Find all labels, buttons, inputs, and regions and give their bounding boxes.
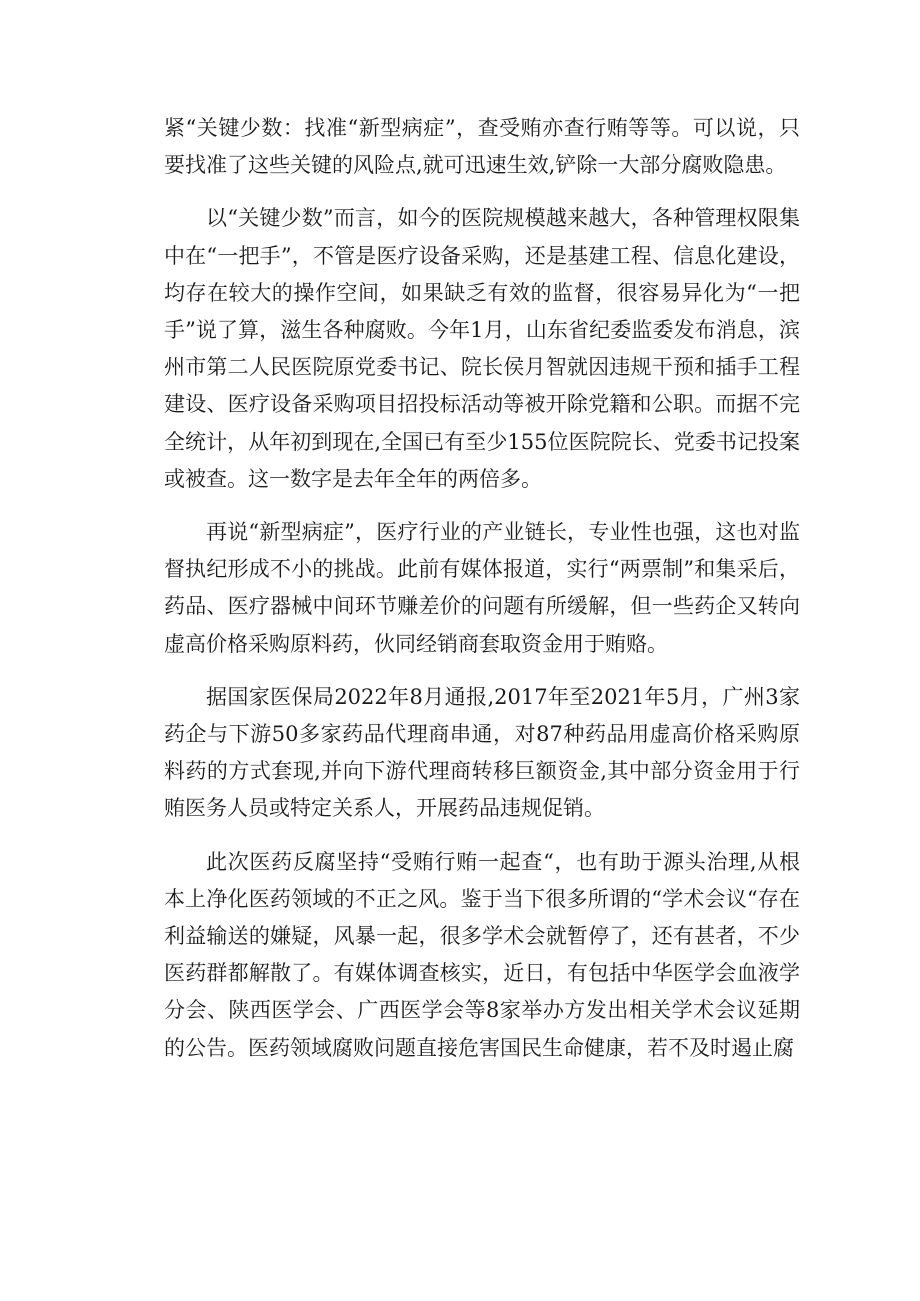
paragraph-2: 以“关键少数”而言，如今的医院规模越来越大，各种管理权限集中在“一把手”，不管是医疗设备采购，还是基建工程、信息化建设，均存在较大的操作空间，如果缺乏有效的监督，很容易异化为“一把手”说了算，滋生各种腐败。今年1月，山东省纪委监委发布消息，滨州市第二人民医院原党委书记、院长侯月智就因违规干预和插手工程建设、医疗设备采购项目招投标活动等被开除党籍和公职。而据不完全统计，从年初到现在,全国已有至少155位医院院长、党委书记投案或被查。这一数字是去年全年的两倍多。 bbox=[164, 206, 800, 491]
paragraph-1: 紧“关键少数：找准“新型病症”，查受贿亦查行贿等等。可以说，只要找准了这些关键的风险点,就可迅速生效,铲除一大部分腐败隐患。 bbox=[164, 116, 800, 178]
paragraph-4: 据国家医保局2022年8月通报,2017年至2021年5月，广州3家药企与下游50多家药品代理商串通，对87种药品用虚高价格采购原料药的方式套现,并向下游代理商转移巨额资金,其中部分资金用于行贿医务人员或特定关系人，开展药品违规促销。 bbox=[164, 684, 800, 821]
paragraph-3: 再说“新型病症”，医疗行业的产业链长，专业性也强，这也对监督执纪形成不小的挑战。此前有媒体报道，实行“两票制”和集采后，药品、医疗器械中间环节赚差价的问题有所缓解，但一些药企又转向虚高价格采购原料药，伙同经销商套取资金用于贿赂。 bbox=[164, 520, 800, 656]
paragraph-5: 此次医药反腐坚持“受贿行贿一起查“，也有助于源头治理,从根本上净化医药领域的不正之风。鉴于当下很多所谓的“学术会议“存在利益输送的嫌疑，风暴一起，很多学术会就暂停了，还有甚者，不少医药群都解散了。有媒体调查核实，近日，有包括中华医学会血液学分会、陕西医学会、广西医学会等8家举办方发出相关学术会议延期的公告。医药领域腐败问题直接危害国民生命健康，若不及时遏止腐 bbox=[164, 849, 800, 1060]
document-body bbox=[164, 110, 800, 1083]
